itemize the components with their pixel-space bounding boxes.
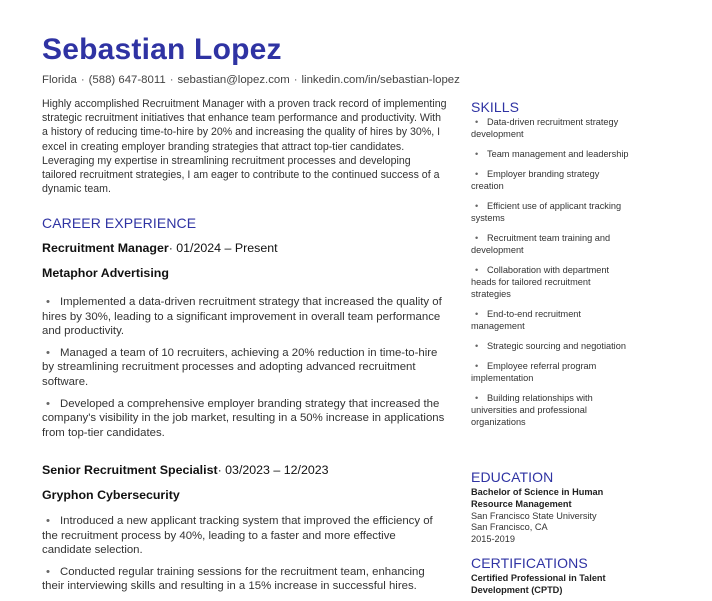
bullet-marker: • — [475, 361, 479, 371]
skill-text: Employer branding strategy creation — [471, 169, 600, 191]
skill-item — [471, 264, 631, 300]
job-dates: · 03/2023 – 12/2023 — [217, 463, 329, 477]
skill-text: Building relationships with universities and professional organizations — [471, 393, 593, 427]
bullet-marker: • — [475, 233, 479, 243]
contact-phone: (588) 647-8011 — [88, 74, 166, 86]
skill-item — [471, 392, 631, 428]
bullet-marker: • — [46, 565, 50, 578]
job-bullets — [42, 295, 447, 447]
contact-email[interactable]: sebastian@lopez.com — [177, 74, 290, 86]
education-years: 2015-2019 — [471, 534, 515, 545]
bullet-marker: • — [46, 515, 50, 527]
skill-item — [471, 116, 631, 140]
bullet-marker: • — [475, 341, 479, 351]
skill-text: Employee referral program implementation — [471, 361, 597, 383]
contact-separator: · — [293, 74, 298, 86]
skill-text: Team management and leadership — [487, 149, 629, 159]
contact-linkedin[interactable]: linkedin.com/in/sebastian-lopez — [301, 74, 460, 86]
bullet-marker: • — [475, 201, 479, 211]
contact-separator: · — [169, 74, 174, 86]
bullet-marker: • — [475, 117, 479, 127]
job-bullet-text: Conducted regular training sessions for the recruitment team, enhancing their interviewing skills and resulting in a 15% increase in successful hires. — [42, 565, 425, 593]
bullet-marker: • — [475, 169, 479, 179]
bullet-marker: • — [475, 265, 479, 275]
job-company: Metaphor Advertising — [42, 266, 169, 280]
skill-item — [471, 148, 631, 160]
skills-list — [471, 116, 631, 436]
contact-separator: · — [80, 74, 85, 86]
bullet-marker: • — [46, 397, 50, 410]
job-bullet-text: Managed a team of 10 recruiters, achieving a 20% reduction in time-to-hire by streamlining recruitment processes and adopting advanced recruitment software. — [42, 346, 438, 388]
skill-item — [471, 232, 631, 256]
skill-item — [471, 308, 631, 332]
job-role: Recruitment Manager — [42, 241, 169, 255]
skill-text: Efficient use of applicant tracking systems — [471, 201, 622, 223]
job-bullet — [42, 346, 447, 390]
education-location: San Francisco, CA — [471, 522, 548, 533]
job-company: Gryphon Cybersecurity — [42, 488, 180, 502]
skill-item — [471, 360, 631, 384]
bullet-marker: • — [475, 309, 479, 319]
skill-text: Recruitment team training and development — [471, 233, 611, 255]
certification-name: Certified Professional in Talent Development (CPTD) — [471, 573, 606, 595]
job-bullet — [42, 565, 447, 594]
education-heading: EDUCATION — [471, 469, 554, 485]
education-school: San Francisco State University — [471, 510, 597, 521]
job-title-line — [42, 463, 329, 477]
skill-text: End-to-end recruitment management — [471, 309, 581, 331]
contact-line — [42, 74, 460, 86]
job-bullet — [42, 295, 447, 339]
skill-item — [471, 340, 631, 352]
skill-text: Strategic sourcing and negotiation — [487, 341, 626, 351]
career-experience-heading: CAREER EXPERIENCE — [42, 215, 197, 231]
skill-text: Collaboration with department heads for tailored recruitment strategies — [471, 265, 610, 299]
certification-entry — [471, 573, 641, 597]
education-degree: Bachelor of Science in Human Resource Management — [471, 487, 604, 509]
job-bullet — [42, 514, 447, 558]
bullet-marker: • — [475, 393, 479, 403]
bullet-marker: • — [475, 149, 479, 159]
job-bullet — [42, 397, 447, 441]
skill-text: Data-driven recruitment strategy development — [471, 117, 619, 139]
professional-summary: Highly accomplished Recruitment Manager with a proven track record of implementing strategic recruitment initiatives that enhance team performance and productivity. With a history of reducing time-to-hire by 20% and increasing the quality of hires by 30%, I excel in creating employer branding strategies that attract top-tier candidates. Leveraging my expertise in streamlining recruitment processes and developing tailored recruitment strategies, I am eager to contribute to the continued success of a dynamic team. — [42, 98, 447, 196]
education-entry — [471, 487, 641, 546]
bullet-marker: • — [46, 346, 50, 359]
certifications-heading: CERTIFICATIONS — [471, 555, 588, 571]
job-bullets — [42, 514, 447, 601]
job-role: Senior Recruitment Specialist — [42, 463, 218, 477]
skill-item — [471, 168, 631, 192]
job-bullet-text: Introduced a new applicant tracking system that improved the efficiency of the recruitment process by 40%, leading to a faster and more effective candidate selection. — [42, 515, 433, 557]
contact-location: Florida — [42, 74, 77, 86]
job-bullet-text: Developed a comprehensive employer branding strategy that increased the company's visibility in the job market, resulting in a 50% increase in applications from top-tier candidates. — [42, 397, 445, 439]
job-dates: · 01/2024 – Present — [168, 241, 278, 255]
skill-item — [471, 200, 631, 224]
candidate-name: Sebastian Lopez — [42, 33, 282, 66]
job-bullet-text: Implemented a data-driven recruitment strategy that increased the quality of hires by 30%, leading to a significant improvement in overall team performance and productivity. — [42, 296, 442, 338]
skills-heading: SKILLS — [471, 99, 520, 115]
job-title-line — [42, 241, 278, 255]
bullet-marker: • — [46, 296, 50, 308]
